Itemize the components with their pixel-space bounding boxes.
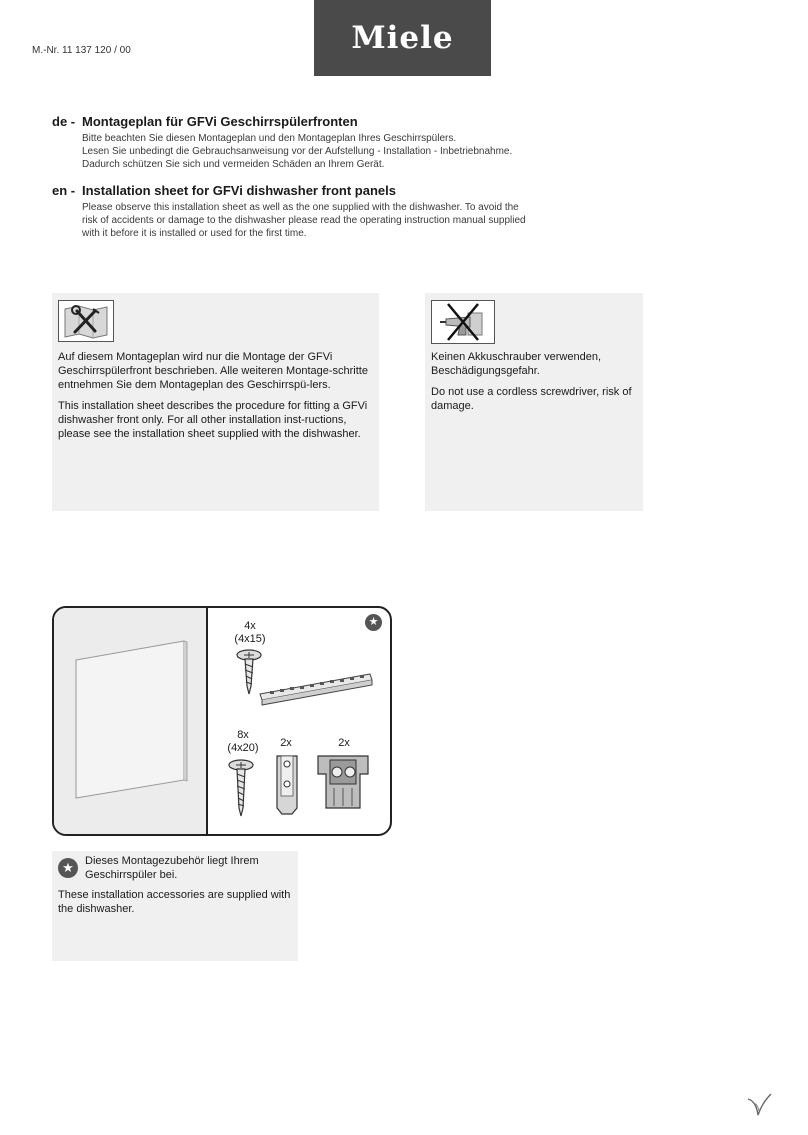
language-code: de - — [52, 114, 76, 129]
bracket-qty: 2x — [280, 737, 292, 749]
section-title: Installation sheet for GFVi dishwasher front panels — [82, 183, 396, 198]
front-panel-illustration — [54, 608, 206, 834]
no-cordless-screwdriver-icon — [431, 300, 495, 344]
clamp-icon — [316, 754, 370, 812]
screw-large-size: (4x20) — [227, 742, 259, 754]
warning-text — [431, 350, 633, 420]
tools-on-plan-icon — [58, 300, 114, 342]
body-line: Lesen Sie unbedingt die Gebrauchsanweisung vor der Aufstellung - Installation - Inbetriebnahme. — [82, 146, 513, 157]
brand-logo-text: Miele — [351, 20, 454, 56]
warning-text-de: Keinen Akkuschrauber verwenden, Beschädigungsgefahr. — [431, 351, 601, 377]
bracket-icon — [272, 754, 302, 818]
clamp-qty: 2x — [338, 737, 350, 749]
info-box — [52, 293, 379, 511]
accessories-text-en: These installation accessories are supplied with the dishwasher. — [58, 889, 291, 915]
section-body — [82, 132, 612, 171]
front-panel-area — [54, 608, 206, 834]
screw-small-qty: 4x — [244, 620, 256, 632]
accessories-note — [52, 851, 298, 961]
info-text-de: Auf diesem Montageplan wird nur die Montage der GFVi Geschirrspülerfront beschrieben. Alle weiteren Montage-schritte entnehmen Sie dem Montageplan des Geschirrspü-lers. — [58, 351, 368, 391]
accessories-text — [58, 854, 292, 922]
brand-logo — [314, 0, 491, 76]
intro-en — [52, 183, 612, 240]
section-title: Montageplan für GFVi Geschirrspülerfronten — [82, 114, 358, 129]
accessories-text-de: Dieses Montagezubehör liegt Ihrem Geschirrspüler bei. — [85, 855, 259, 881]
warning-box — [425, 293, 643, 511]
intro-de — [52, 114, 612, 171]
corner-mark-icon — [744, 1091, 774, 1121]
section-body — [82, 201, 612, 240]
body-line: with it before it is installed or used for the first time. — [82, 228, 307, 239]
info-text-en: This installation sheet describes the procedure for fitting a GFVi dishwasher front only. For all other installation inst-ructions, please see the installation sheet supplied with the dishwasher. — [58, 400, 368, 440]
warning-text-en: Do not use a cordless screwdriver, risk of damage. — [431, 386, 632, 412]
panel-divider — [206, 608, 208, 834]
screw-large-label — [220, 729, 266, 755]
parts-panel — [52, 606, 392, 836]
info-text — [58, 350, 369, 448]
body-line: risk of accidents or damage to the dishwasher please read the operating instruction manual supplied — [82, 215, 526, 226]
screw-large-qty: 8x — [237, 729, 249, 741]
body-line: Dadurch schützen Sie sich und vermeiden Schäden an Ihrem Gerät. — [82, 159, 385, 170]
screw-small-size: (4x15) — [234, 633, 266, 645]
screw-small-label — [228, 620, 272, 646]
body-line: Bitte beachten Sie diesen Montageplan und den Montageplan Ihres Geschirrspülers. — [82, 133, 457, 144]
language-code: en - — [52, 183, 76, 198]
body-line: Please observe this installation sheet as well as the one supplied with the dishwasher. To avoid the — [82, 202, 519, 213]
document-number: M.-Nr. 11 137 120 / 00 — [32, 45, 131, 56]
screw-large-icon — [226, 758, 256, 820]
star-icon: ★ — [58, 858, 78, 878]
mounting-rail-icon — [258, 672, 374, 708]
star-icon: ★ — [365, 614, 382, 631]
